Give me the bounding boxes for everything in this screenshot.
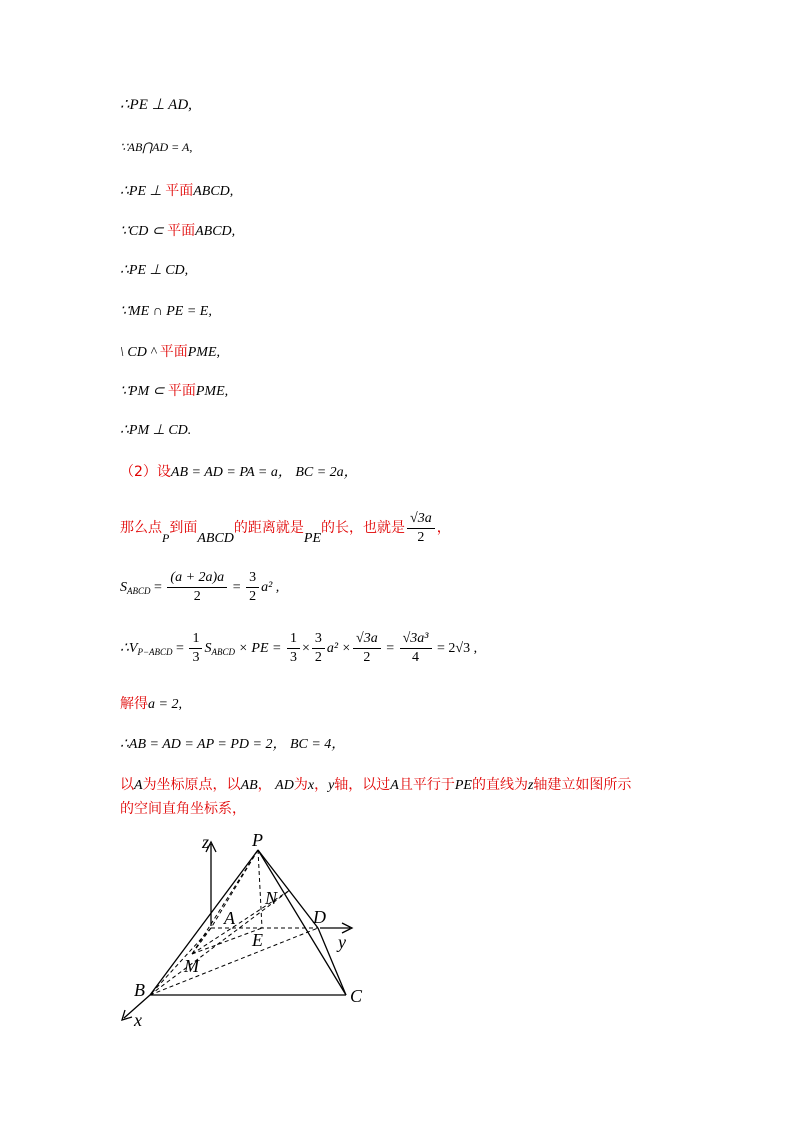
coord-text: 为坐标原点，以 [142, 777, 241, 793]
fraction-den: 2 [249, 589, 257, 605]
sqrt3a-half [353, 630, 381, 667]
fraction-den: 3 [192, 650, 200, 666]
area-fraction-2 [246, 569, 259, 606]
distance-text: 的距离就是 [233, 520, 304, 536]
volume-sub: P−ABCD [137, 647, 173, 657]
area-formula: $S_{ABCD}$ = $\frac{(a + 2a)a}{2}$ = $\frac{3}{2}$ a² , [120, 570, 280, 605]
label-n: N [265, 888, 278, 908]
step-me-cap-pe [120, 302, 212, 322]
point-p: P [162, 531, 170, 545]
part2-eq: AB = AD = PA = a， BC = 2a， [170, 465, 358, 480]
volume-formula: $\therefore V_{P-ABCD}$ = $\frac{1}{3}$ $S_{ABCD}$ × PE = $\frac{1}{3}$ × $\frac{3}{2}$ a² × $\frac{√3a}{2}$ = $\frac{\text{√3a³}}{4}$ = 2√3 , [120, 631, 478, 666]
label-e: E [252, 930, 263, 950]
coord-a: A [390, 778, 399, 793]
coord-y: y [328, 778, 335, 793]
one-third [189, 630, 202, 667]
step-text: ∴PE ⊥ [120, 184, 166, 199]
lengths-text: ∴AB = AD = AP = PD = 2， BC = 4， [120, 737, 346, 752]
label-y: y [338, 932, 346, 952]
coord-text: 的直线为 [471, 777, 528, 793]
volume-a2: a² × [326, 641, 352, 656]
coord-text: 且平行于 [398, 777, 455, 793]
step-text: ∴PE ⊥ AD, [120, 97, 192, 113]
fraction-den: 4 [412, 650, 420, 666]
segment-pe: PE [303, 531, 322, 546]
coord-ad: AD [275, 778, 294, 793]
area-s: S [120, 580, 127, 595]
label-c: C [350, 986, 363, 1006]
fraction-den: 2 [417, 530, 425, 546]
distance-text: 那么点 [120, 520, 162, 536]
fraction-den: 2 [363, 650, 371, 666]
fraction-num: 3 [246, 569, 259, 588]
coord-pe: PE [454, 778, 472, 793]
coord-text: 轴，以过 [334, 777, 391, 793]
distance-fraction [407, 510, 435, 547]
coord-text: ， [257, 777, 272, 793]
step-ab-cap-ad [120, 137, 192, 157]
area-tail: a² , [261, 580, 280, 595]
volume-v: ∴V [120, 641, 138, 656]
coord-line-2 [120, 799, 246, 820]
fraction-num: 1 [287, 630, 300, 649]
coord-a: A [134, 778, 143, 793]
edge-ab [150, 928, 211, 995]
label-b: B [134, 980, 145, 1000]
fraction-num: 1 [189, 630, 202, 649]
step-text: PME, [187, 345, 221, 360]
coord-x: x [307, 778, 315, 793]
step-pm-perp-cd [120, 421, 191, 441]
lengths-line [120, 735, 345, 755]
step-text: ∴PM ⊥ CD. [120, 423, 192, 438]
coord-text: 为 [293, 777, 308, 793]
equals: = [176, 641, 184, 656]
area-fraction [167, 569, 227, 606]
label-z: z [202, 832, 210, 852]
plane-word: 平面 [159, 344, 188, 360]
distance-text: 的长，也就是 [321, 520, 406, 536]
pyramid-figure [110, 830, 380, 1030]
fraction-num: √3a [407, 510, 435, 529]
volume-s-sub: ABCD [211, 647, 235, 657]
three-halves [312, 630, 325, 667]
fraction-num: (a + 2a)a [167, 569, 227, 588]
volume-pe: × PE = [238, 641, 282, 656]
sqrt3a3-quarter [400, 630, 432, 667]
volume-result: = 2√3 , [437, 641, 478, 656]
volume-s: S [204, 641, 212, 656]
coord-text: 轴建立如图所示 [533, 777, 632, 793]
fraction-den: 3 [289, 650, 297, 666]
plane-abcd: ABCD [197, 531, 234, 546]
fraction-den: 2 [193, 589, 201, 605]
step-pe-perp-ad [120, 95, 192, 115]
coord-z: z [527, 778, 534, 793]
label-m: M [184, 956, 199, 976]
segment-pe [258, 850, 262, 928]
distance-text: 到面 [169, 520, 198, 536]
solve-label: 解得 [120, 696, 148, 712]
step-pe-perp-cd [120, 261, 188, 281]
step-pe-perp-plane [120, 181, 233, 202]
coord-text: 的空间直角坐标系， [120, 801, 246, 817]
coord-ab: AB [240, 778, 258, 793]
step-text: PME, [195, 384, 229, 399]
fraction-den: 2 [314, 650, 322, 666]
step-text: ∵ME ∩ PE = E, [120, 304, 212, 319]
edge-pc [258, 850, 346, 995]
fraction-num: 3 [312, 630, 325, 649]
label-a: A [224, 908, 235, 928]
step-text: ∵AB⋂AD = A, [120, 140, 193, 154]
step-text: ∵PM ⊂ [120, 384, 168, 399]
step-text: \ CD ^ [120, 345, 160, 360]
plane-word: 平面 [167, 223, 196, 239]
coord-text: ， [314, 777, 329, 793]
label-d: D [313, 907, 326, 927]
one-third-2 [287, 630, 300, 667]
distance-text: ， [436, 520, 451, 536]
step-text: ABCD, [195, 224, 236, 239]
label-p: P [252, 830, 263, 850]
solve-line [120, 694, 182, 715]
plane-word: 平面 [165, 183, 194, 199]
step-cd-in-plane [120, 221, 235, 242]
plane-word: 平面 [167, 383, 196, 399]
step-text: ABCD, [193, 184, 234, 199]
step-cd-perp-plane-pme [120, 342, 220, 363]
coord-line-1 [120, 775, 631, 796]
part2-label: （2）设 [120, 464, 171, 480]
label-x: x [134, 1010, 142, 1030]
area-sub: ABCD [127, 586, 151, 596]
step-text: ∴PE ⊥ CD, [120, 263, 189, 278]
part2-setup [120, 462, 358, 483]
step-pm-in-plane [120, 381, 228, 402]
coord-text: 以 [120, 777, 134, 793]
distance-line [120, 506, 451, 550]
solve-eq: a = 2, [148, 697, 182, 712]
fraction-num: √3a [353, 630, 381, 649]
fraction-num: √3a³ [400, 630, 432, 649]
step-text: ∵CD ⊂ [120, 224, 168, 239]
